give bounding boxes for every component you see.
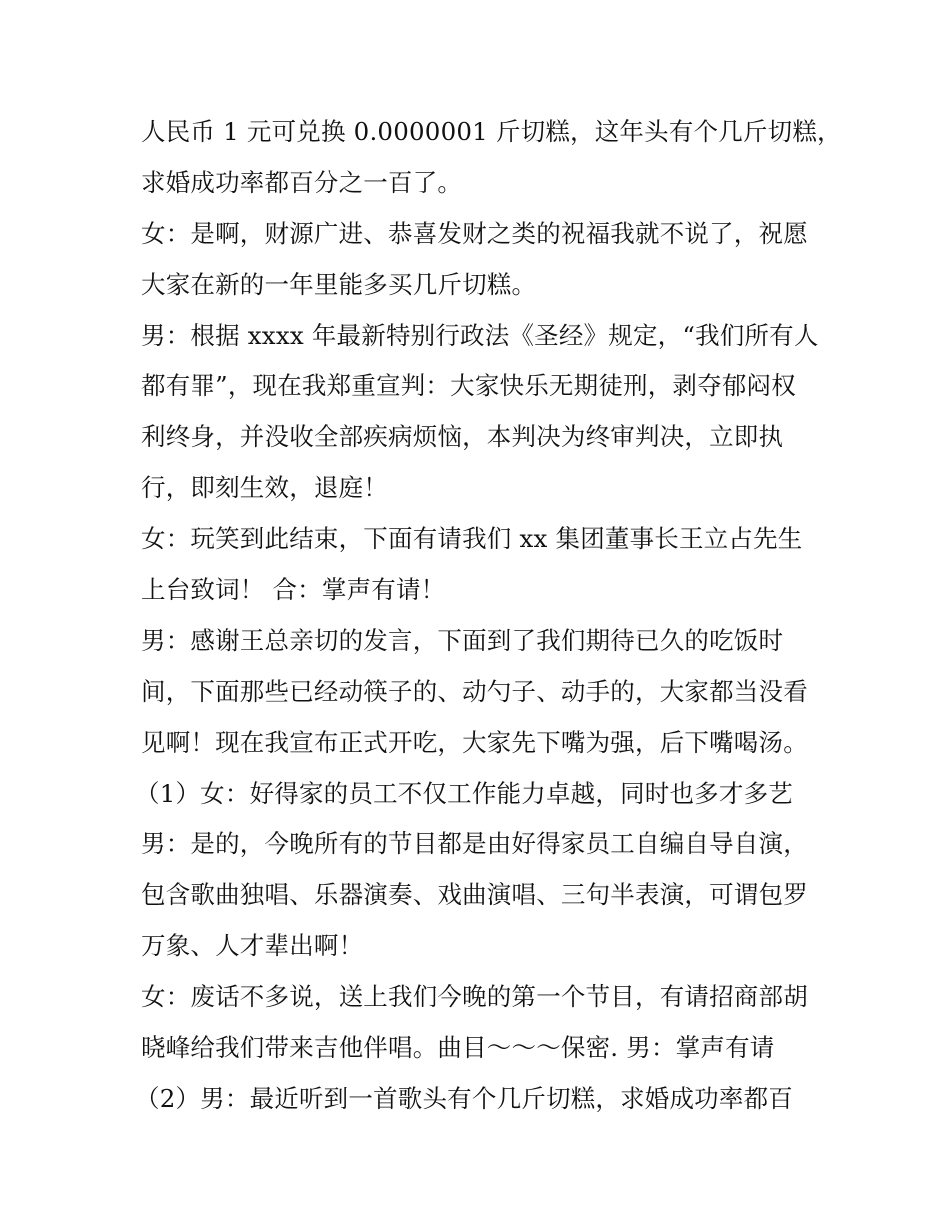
text-line: 男：根据 xxxx 年最新特别行政法《圣经》规定，“我们所有人 [141,320,819,350]
text-line: （2）男：最近听到一首歌头有个几斤切糕，求婚成功率都百 [135,1083,793,1113]
text-line: 男：感谢王总亲切的发言，下面到了我们期待已久的吃饭时 [141,625,784,655]
text-line: 见啊！现在我宣布正式开吃，大家先下嘴为强，后下嘴喝汤。 [141,727,808,757]
text-line: 求婚成功率都百分之一百了。 [141,167,463,197]
text-line: 女：玩笑到此结束，下面有请我们 xx 集团董事长王立占先生 [141,524,803,554]
text-line: 女：废话不多说，送上我们今晚的第一个节目，有请招商部胡 [141,982,808,1012]
text-line: 男：是的，今晚所有的节目都是由好得家员工自编自导自演， [141,829,808,859]
text-line: 晓峰给我们带来吉他伴唱。曲目～～～保密. 男：掌声有请 [141,1033,775,1063]
text-line: 万象、人才辈出啊！ [141,931,364,961]
text-line: （1）女：好得家的员工不仅工作能力卓越，同时也多才多艺 [135,778,793,808]
text-line: 女：是啊，财源广进、恭喜发财之类的祝福我就不说了，祝愿 [141,218,808,248]
text-line: 利终身，并没收全部疾病烦恼，本判决为终审判决，立即执 [141,422,784,452]
text-line: 包含歌曲独唱、乐器演奏、戏曲演唱、三句半表演，可谓包罗 [141,880,808,910]
text-line: 人民币 1 元可兑换 0.0000001 斤切糕，这年头有个几斤切糕， [141,117,842,146]
text-line: 上台致词！ 合：掌声有请！ [141,575,446,605]
text-line: 行，即刻生效，退庭！ [141,473,388,503]
text-line: 间，下面那些已经动筷子的、动勺子、动手的，大家都当没看 [141,676,808,706]
text-line: 都有罪”，现在我郑重宣判：大家快乐无期徒刑，剥夺郁闷权 [141,371,796,401]
body-text [135,107,842,1125]
text-line: 大家在新的一年里能多买几斤切糕。 [141,269,537,299]
